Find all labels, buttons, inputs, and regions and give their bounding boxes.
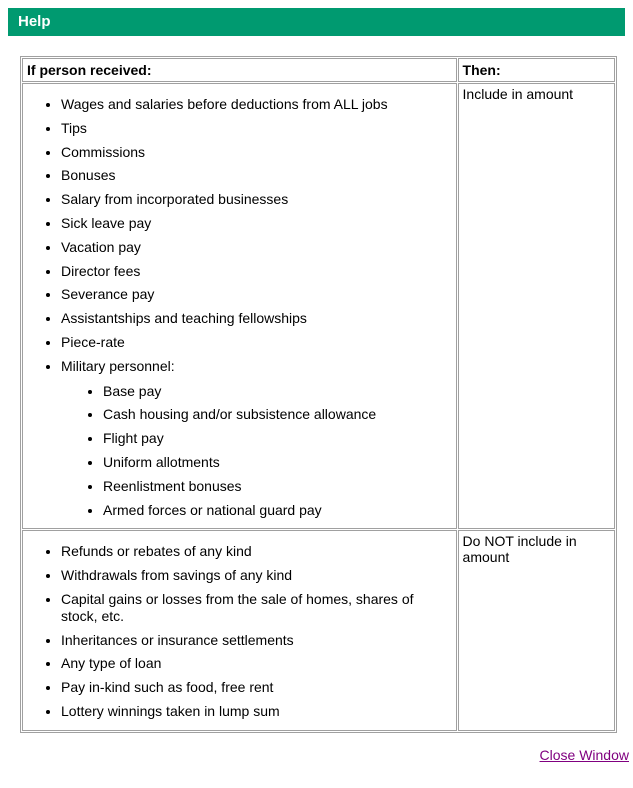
list-item: • Assistantships and teaching fellowships: [61, 310, 452, 327]
list-item: [61, 358, 452, 519]
help-window-title-bar: [8, 8, 625, 36]
help-table: [20, 56, 617, 733]
column-header-if-person-received: If person received:: [22, 58, 457, 82]
military-sub-list: [61, 383, 452, 519]
list-item: • Wages and salaries before deductions from ALL jobs: [61, 96, 452, 113]
list-item: • Vacation pay: [61, 239, 452, 256]
list-item: • Pay in-kind such as food, free rent: [61, 679, 452, 696]
footer: [32, 747, 629, 765]
help-content: [20, 56, 629, 765]
list-item: • Any type of loan: [61, 655, 452, 672]
list-item: • Inheritances or insurance settlements: [61, 632, 452, 649]
received-cell-include: [22, 83, 457, 529]
close-window-link[interactable]: Close Window: [539, 746, 629, 763]
sub-list-item: • Flight pay: [103, 430, 452, 447]
list-item: • Director fees: [61, 263, 452, 280]
list-item: • Salary from incorporated businesses: [61, 191, 452, 208]
include-item-list: [27, 96, 452, 518]
list-item: • Sick leave pay: [61, 215, 452, 232]
list-item: • Withdrawals from savings of any kind: [61, 567, 452, 584]
list-item: • Capital gains or losses from the sale of homes, shares of stock, etc.: [61, 591, 452, 625]
list-item: • Piece-rate: [61, 334, 452, 351]
sub-list-item: • Armed forces or national guard pay: [103, 502, 452, 519]
list-item: • Lottery winnings taken in lump sum: [61, 703, 452, 720]
then-cell-exclude: Do NOT include in amount: [458, 530, 615, 730]
list-item: • Bonuses: [61, 167, 452, 184]
sub-list-item: • Reenlistment bonuses: [103, 478, 452, 495]
list-item: • Refunds or rebates of any kind: [61, 543, 452, 560]
page-title: Help: [18, 13, 51, 30]
table-header-row: [22, 58, 615, 82]
received-cell-exclude: [22, 530, 457, 730]
list-item-label: Military personnel:: [61, 357, 175, 374]
sub-list-item: • Uniform allotments: [103, 454, 452, 471]
then-cell-include: Include in amount: [458, 83, 615, 529]
exclude-item-list: [27, 543, 452, 719]
list-item: • Tips: [61, 120, 452, 137]
list-item: • Severance pay: [61, 286, 452, 303]
list-item: • Commissions: [61, 144, 452, 161]
column-header-then: Then:: [458, 58, 615, 82]
table-row: [22, 83, 615, 529]
sub-list-item: • Cash housing and/or subsistence allowance: [103, 406, 452, 423]
sub-list-item: • Base pay: [103, 383, 452, 400]
table-row: [22, 530, 615, 730]
